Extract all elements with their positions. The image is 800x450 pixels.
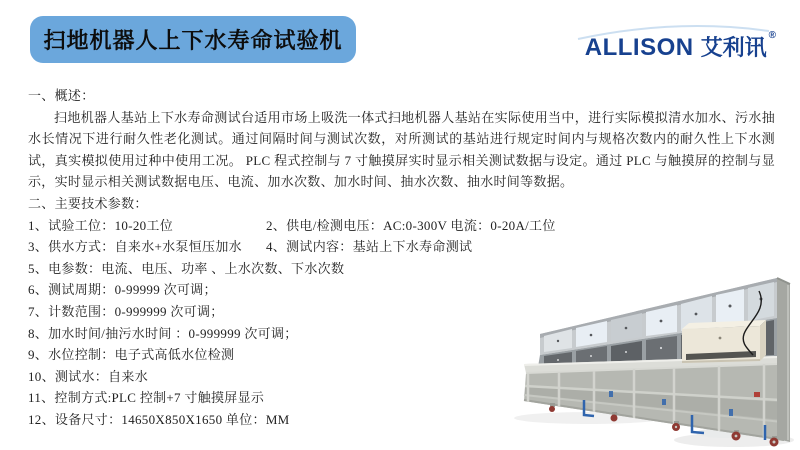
brand-logo-latin: ALLISON [584,34,694,61]
overview-heading: 一、概述： [28,88,95,103]
spec-item-3: 3、供水方式：自来水+水泵恒压加水 [28,239,242,255]
spec-item-2: 2、供电/检测电压：AC:0-300V 电流：0-20A/工位 [266,217,556,233]
spec-item-4: 4、测试内容：基站上下水寿命测试 [266,239,473,255]
title-banner [30,16,356,63]
spec-item-7: 7、计数范围：0-999999 次可调； [28,303,224,319]
specs-heading: 二、主要技术参数： [28,195,148,211]
spec-item-1: 1、试验工位：10-20工位 [28,217,174,233]
brand-logo [584,30,776,61]
page-title: 扫地机器人上下水寿命试验机 [43,28,343,53]
machine-photo [424,234,796,448]
spec-item-10: 10、测试水：自来水 [28,368,148,384]
spec-item-5: 5、电参数：电流、电压、功率 、上水次数、下水次数 [28,260,345,276]
spec-row-1-2 [28,215,775,237]
brand-logo-cjk: 艾利讯 [700,35,767,60]
spec-item-8: 8、加水时间/抽污水时间 ：0-999999 次可调； [28,325,298,341]
overview-paragraph: 扫地机器人基站上下水寿命测试台适用市场上吸洗一体式扫地机器人基站在实际使用当中，进行实际模拟清水加水、污水抽水长情况下进行耐久性老化测试。通过间隔时间与测试次数，对所测试的基站进行规定时间内与规格次数内的耐久性上下水测试，真实模拟使用过种中使用工况。 PLC 程式控制与 7 寸触摸屏实时显示相关测试数据与设定。通过 PLC 与触摸屏的控制与显示，实时显示相关测试数据电压、电流、加水次数、加水时间、抽水次数、抽水时间等数据。 [28,109,775,190]
registered-trademark-icon: ® [768,30,776,41]
spec-item-12: 12、设备尺寸：14650X850X1650 单位：MM [28,411,290,427]
spec-item-9: 9、水位控制：电子式高低水位检测 [28,347,235,363]
spec-item-6: 6、测试周期：0-99999 次可调； [28,282,217,298]
spec-item-11: 11、控制方式:PLC 控制+7 寸触摸屏显示 [28,390,265,406]
